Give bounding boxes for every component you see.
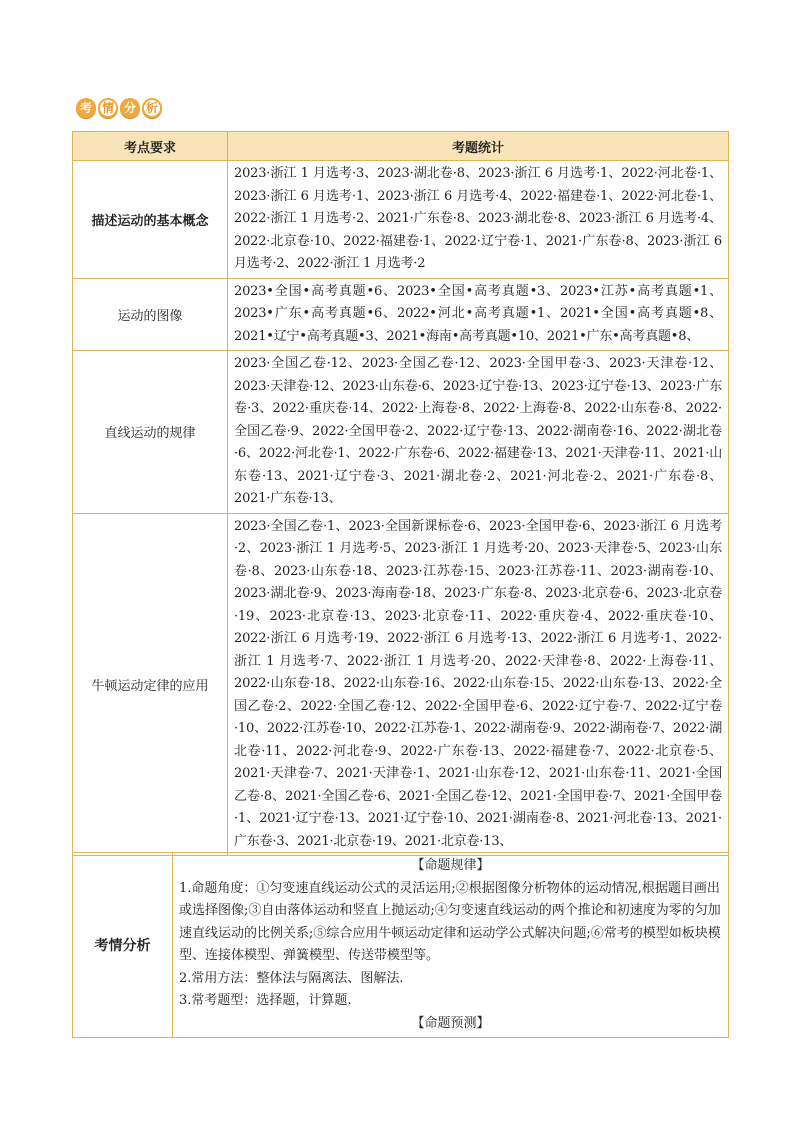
stats-cell: 2023·全国乙卷·1、2023·全国新课标卷·6、2023·全国甲卷·6、2023·浙江 6 月选考·2、2023·浙江 1 月选考·5、2023·浙江 1 月选考·20、2023·天津卷·5、2023·山东卷·8、2023·山东卷·18、2023·江苏卷·15、2023·江苏卷·11、2023·湖南卷·10、2023·湖北卷·9、2023·海南卷·18、2023·广东卷·8、2023·北京卷·6、2023·北京卷·19、2023·北京卷·13、2023·北京卷·11、2022·重庆卷·4、2022·重庆卷·10、2022·浙江 6 月选考·19、2022·浙江 6 月选考·13、2022·浙江 6 月选考·1、2022·浙江 1 月选考·7、2022·浙江 1 月选考·20、2022·天津卷·8、2022·上海卷·11、2022·山东卷·18、2022·山东卷·16、2022·山东卷·15、2022·山东卷·13、2022·全国乙卷·2、2022·全国乙卷·12、2022·全国甲卷·6、2022·辽宁卷·7、2022·辽宁卷·10、2022·江苏卷·10、2022·江苏卷·1、2022·湖南卷·9、2022·湖南卷·7、2022·湖北卷·11、2022·河北卷·9、2022·广东卷·13、2022·福建卷·7、2022·北京卷·5、2021·天津卷·7、2021·天津卷·1、2021·山东卷·12、2021·山东卷·11、2021·全国乙卷·8、2021·全国乙卷·6、2021·全国乙卷·12、2021·全国甲卷·7、2021·全国甲卷·1、2021·辽宁卷·13、2021·辽宁卷·10、2021·湖南卷·8、2021·河北卷·13、2021·广东卷·3、2021·北京卷·19、2021·北京卷·13、	[228, 513, 729, 856]
stats-cell: 2023·浙江 1 月选考·3、2023·湖北卷·8、2023·浙江 6 月选考·1、2022·河北卷·1、2023·浙江 6 月选考·1、2023·浙江 6 月选考·4、2022·福建卷·1、2022·河北卷·1、2022·浙江 1 月选考·2、2021·广东卷·8、2023·湖北卷·8、2023·浙江 6 月选考·4、2022·北京卷·10、2022·福建卷·1、2022·辽宁卷·1、2021·广东卷·8、2023·浙江 6 月选考·2、2022·浙江 1 月选考·2	[228, 161, 729, 279]
forecast-title: 【命题预测】	[411, 1015, 490, 1031]
analysis-head: 考情分析	[73, 853, 173, 1038]
section-banner	[76, 96, 164, 120]
stats-cell: 2023•全国•高考真题•6、2023•全国•高考真题•3、2023•江苏•高考真题•1、2023•广东•高考真题•6、2022•河北•高考真题•1、2021•全国•高考真题•8、2021•辽宁•高考真题•3、2021•海南•高考真题•10、2021•广东•高考真题•8、	[228, 278, 729, 351]
table-header-row	[73, 132, 729, 161]
banner-char: 情	[98, 98, 118, 118]
stats-header: 考题统计	[228, 132, 729, 161]
rule-title: 【命题规律】	[411, 858, 490, 873]
stats-cell: 2023·全国乙卷·12、2023·全国乙卷·12、2023·全国甲卷·3、2023·天津卷·12、2023·天津卷·12、2023·山东卷·6、2023·辽宁卷·13、2023·辽宁卷·13、2023·广东卷·3、2022·重庆卷·14、2022·上海卷·8、2022·上海卷·8、2022·山东卷·8、2022·全国乙卷·9、2022·全国甲卷·2、2022·辽宁卷·13、2022·湖南卷·16、2022·湖北卷·6、2022·河北卷·1、2022·广东卷·6、2022·福建卷·13、2021·天津卷·11、2021·山东卷·13、2021·辽宁卷·3、2021·湖北卷·2、2021·河北卷·2、2021·广东卷·8、2021·广东卷·13、	[228, 351, 729, 514]
table-row	[73, 278, 729, 351]
analysis-table	[72, 852, 729, 1038]
analysis-item: 1.命题角度：①匀变速直线运动公式的灵活运用;②根据图像分析物体的运动情况,根据题目画出或选择图像;③自由落体运动和竖直上抛运动;④匀变速直线运动的两个推论和初速度为零的匀加速直线运动的比例关系;⑤综合应用牛顿运动定律和运动学公式解决问题;⑥常考的模型如板块模型、连接体模型、弹簧模型、传送带模型等。	[179, 880, 721, 963]
topic-header: 考点要求	[73, 132, 228, 161]
banner-char: 析	[142, 98, 162, 118]
analysis-item: 2.常用方法：整体法与隔离法、图解法.	[179, 970, 404, 986]
analysis-item: 3.常考题型：选择题，计算题.	[179, 993, 352, 1008]
topic-cell: 描述运动的基本概念	[73, 161, 228, 279]
banner-char: 考	[76, 98, 96, 118]
banner-char: 分	[120, 98, 140, 118]
topic-cell: 直线运动的规律	[73, 351, 228, 514]
exam-stats-table	[72, 131, 729, 856]
table-row	[73, 351, 729, 514]
topic-cell: 运动的图像	[73, 278, 228, 351]
table-row	[73, 853, 729, 1038]
table-row	[73, 513, 729, 856]
topic-cell: 牛顿运动定律的应用	[73, 513, 228, 856]
table-row	[73, 161, 729, 279]
analysis-body	[173, 853, 729, 1038]
